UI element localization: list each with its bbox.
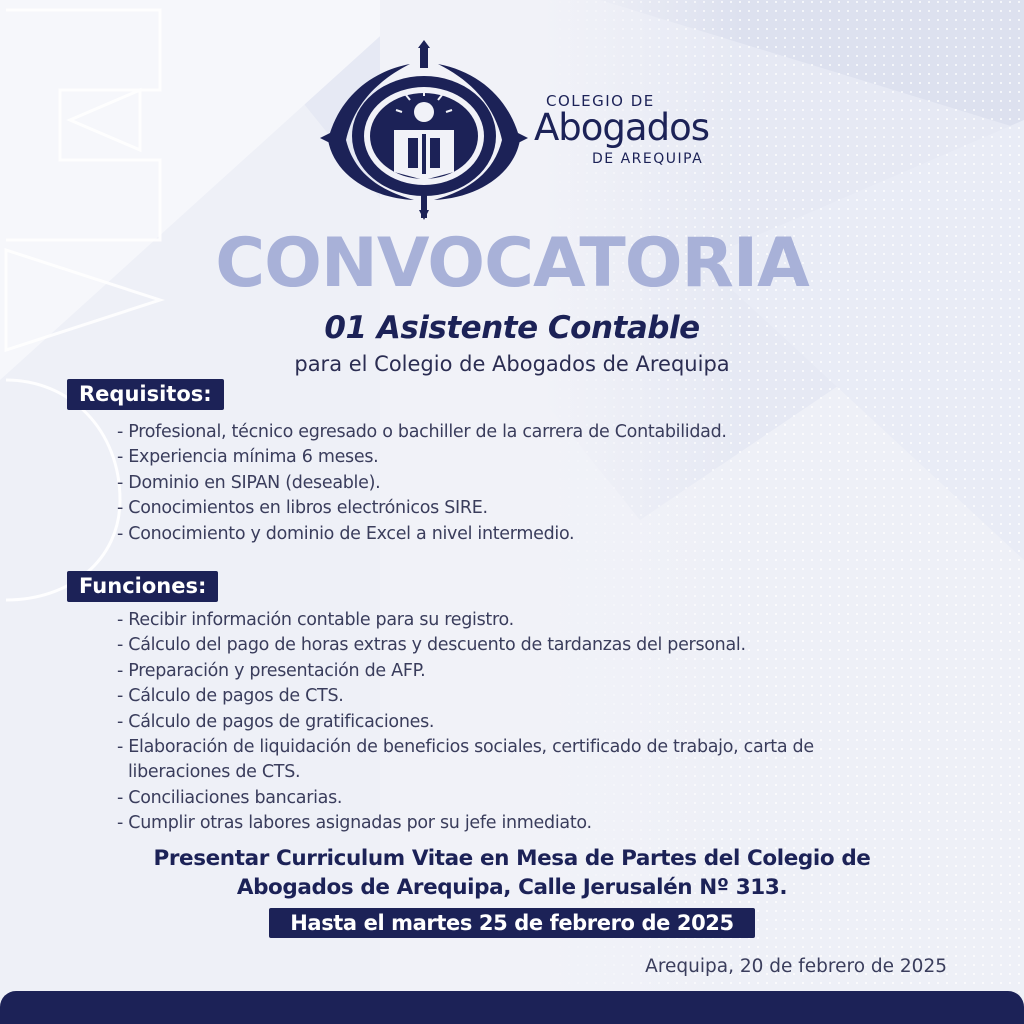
list-item: - Cálculo del pago de horas extras y descuento de tardanzas del personal. xyxy=(117,635,746,656)
cta-line-1: Presentar Curriculum Vitae en Mesa de Partes del Colegio de xyxy=(153,846,871,871)
funciones-heading: Funciones: xyxy=(67,571,218,602)
list-item: - Conocimiento y dominio de Excel a nivel intermedio. xyxy=(117,523,575,544)
position-title: 01 Asistente Contable xyxy=(324,310,700,346)
bar-association-crest-logo xyxy=(318,40,530,220)
page-title: CONVOCATORIA xyxy=(215,224,809,303)
funciones-list xyxy=(117,608,908,837)
footer-bar xyxy=(0,991,1024,1024)
requisitos-heading: Requisitos: xyxy=(67,379,224,410)
list-item: - Cálculo de pagos de gratificaciones. xyxy=(117,711,435,732)
brand-line-3: DE AREQUIPA xyxy=(592,151,704,167)
deadline-badge: Hasta el martes 25 de febrero de 2025 xyxy=(269,908,755,938)
brand-line-2: Abogados xyxy=(534,106,709,149)
list-item: - Elaboración de liquidación de beneficios sociales, certificado de trabajo, carta de liberaciones de CTS. xyxy=(117,737,814,783)
requisitos-list xyxy=(117,420,727,547)
list-item: - Preparación y presentación de AFP. xyxy=(117,660,426,681)
application-instructions xyxy=(0,844,1024,902)
list-item: - Conciliaciones bancarias. xyxy=(117,787,343,808)
list-item: - Cálculo de pagos de CTS. xyxy=(117,686,344,707)
position-subtitle: para el Colegio de Abogados de Arequipa xyxy=(294,352,730,376)
cta-line-2: Abogados de Arequipa, Calle Jerusalén Nº 313. xyxy=(236,875,788,900)
list-item: - Dominio en SIPAN (deseable). xyxy=(117,472,381,493)
list-item: - Profesional, técnico egresado o bachiller de la carrera de Contabilidad. xyxy=(117,422,727,442)
list-item: - Conocimientos en libros electrónicos SIRE. xyxy=(117,498,488,519)
list-item: - Experiencia mínima 6 meses. xyxy=(117,447,379,468)
publication-date: Arequipa, 20 de febrero de 2025 xyxy=(645,956,947,977)
list-item: - Cumplir otras labores asignadas por su jefe inmediato. xyxy=(117,813,592,834)
brand-line-1: COLEGIO DE xyxy=(546,92,655,110)
list-item: - Recibir información contable para su registro. xyxy=(117,610,514,630)
